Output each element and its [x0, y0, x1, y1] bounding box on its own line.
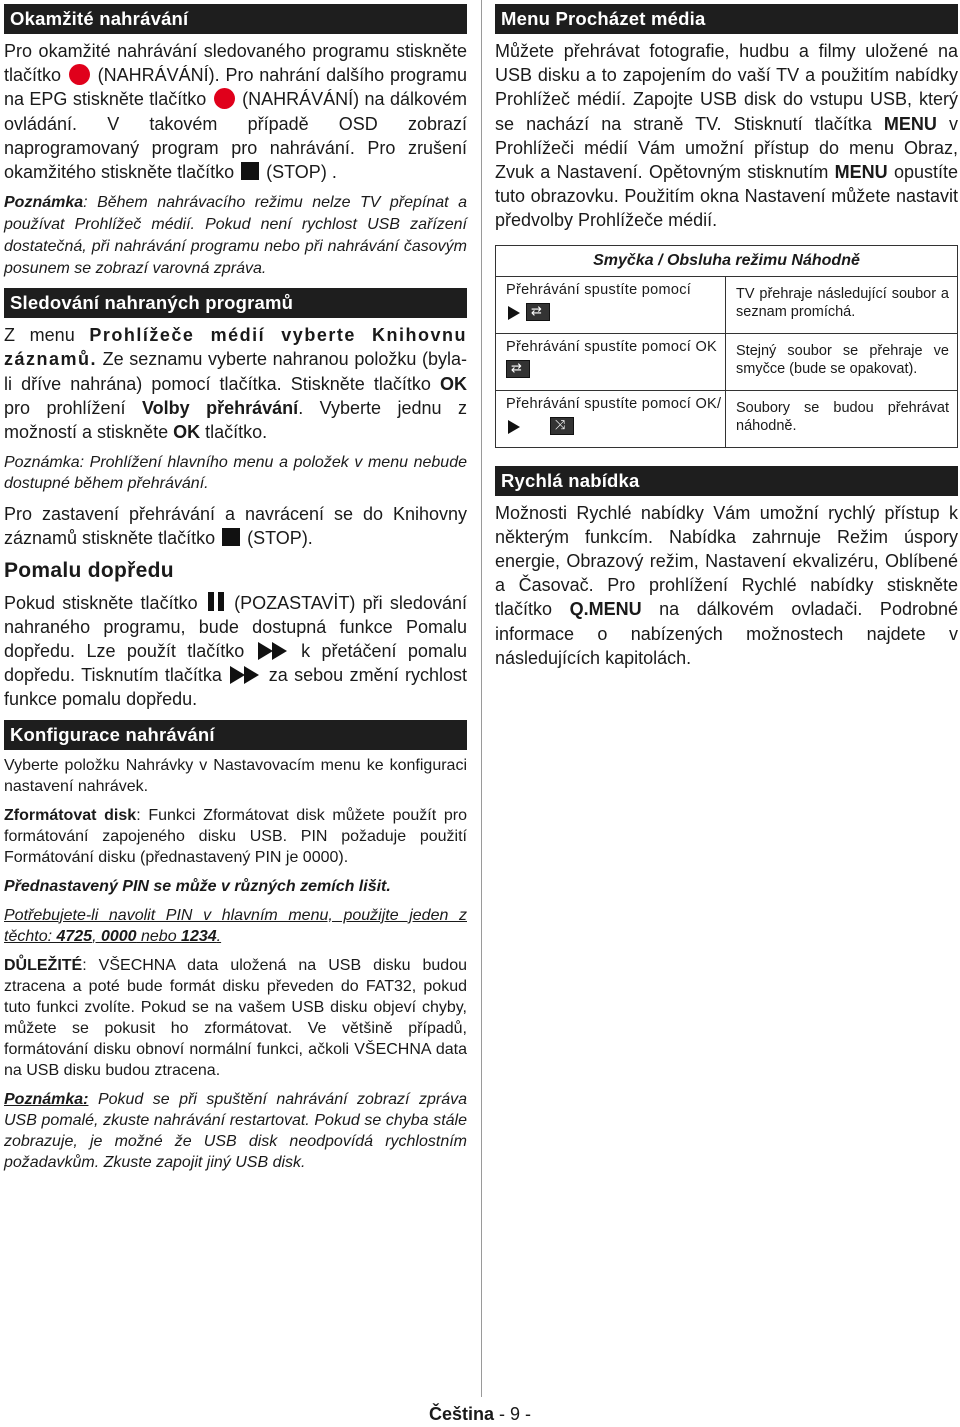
text-span: nebo: [136, 927, 182, 945]
pin-value: 4725: [56, 927, 93, 945]
section-title-media-browser: Menu Procházet média: [495, 4, 958, 34]
text-span: ,: [92, 927, 101, 945]
text-span: (POZASTAVİT) při sledování nahraného programu, bude dostupná funkce Pomalu dopředu. Lze použít tlačítko: [4, 592, 467, 662]
text-span: .: [216, 927, 222, 945]
text-span: : VŠECHNA data uložená na USB disku budou ztracena a poté bude formát disku převeden do FAT32, pokud tuto funkci zvolíte. Pokud se na vašem USB disku objeví chyby, můžete se pokusit ho zformátovat. Ve většině případů, formátování disku obnoví normální funkci, ačkoli VŠECHNA data na USB disku budou ztracena.: [4, 956, 467, 1079]
text-span: Možnosti Rychlé nabídky Vám umožní rychlý přístup k některým funkcím. Nabídka zahrnuje Režim úspory energie, Obrazový režim, Nastavení ekvalizéru, Oblíbené a Časovač. Pro prohlížení Rychlé nabídky stiskněte tlačítko: [495, 502, 958, 620]
text-span: (STOP).: [247, 528, 313, 549]
text-span: Z menu: [4, 325, 90, 346]
table-cell-desc: TV přehraje následující soubor a seznam promíchá.: [736, 285, 949, 320]
repeat-icon: [506, 360, 530, 378]
pin-value: 0000: [100, 927, 137, 945]
table-cell-action: [496, 391, 726, 447]
text-span: : Funkci Zformátovat disk můžete použít pro formátování zapojeného disku USB. PIN požaduje použití Formátování disku (přednastavený PIN je 0000).: [4, 806, 468, 866]
note-text: : Během nahrávacího režimu nelze TV přepínat a používat Prohlížeč médií. Pokud není rychlost USB zařízení dostatečná, při nahrávání programu nebo při nahrávání časovým posunem se zobrazí varovná zpráva.: [4, 194, 467, 278]
text-span: (STOP) .: [266, 162, 337, 183]
text-span: Prohlížeče médií vyberte Knihovnu záznamů.: [4, 325, 467, 370]
table-cell-action: [496, 277, 726, 333]
record-icon: [214, 88, 235, 109]
left-column: [4, 4, 467, 1181]
action-text: Přehrávání spustíte pomocí: [506, 281, 692, 298]
text-span: (NAHRÁVÁNÍ) na dálkovém ovládání. V takovém případě OSD zobrazí naprogramovaný program pro nahrávání. Pro zrušení okamžitého stiskněte tlačítko: [4, 89, 467, 183]
repeat-icon: [526, 303, 550, 321]
table-title: Smyčka / Obsluha režimu Náhodně: [496, 246, 957, 277]
note-label: Poznámka:: [4, 1090, 89, 1108]
text-span: Můžete přehrávat fotografie, hudbu a filmy uložené na USB disku a to zapojením do vaší TV a použitím nabídky Prohlížeč médií. Zapojte USB disk do vstupu USB, který se nachází na straně TV. Stisknutí tlačítka: [495, 41, 958, 134]
instant-recording-text: [4, 39, 467, 184]
text-span: Potřebujete-li navolit PIN v hlavním menu, použijte jeden z těchto:: [4, 906, 467, 945]
usb-slow-note: [4, 1089, 467, 1173]
note-label: Poznámka: [4, 194, 84, 212]
table-row: [496, 391, 957, 447]
text-span: opustíte tuto obrazovku. Použitím okna Nastavení můžete nastavit předvolby Prohlížeče médií.: [495, 162, 959, 231]
table-cell-desc: Stejný soubor se přehraje ve smyčce (bude se opakovat).: [736, 342, 949, 377]
stop-icon: [222, 528, 240, 546]
slow-forward-text: [4, 591, 467, 712]
table-row: [496, 277, 957, 334]
action-text: Přehrávání spustíte pomocí OK/: [506, 395, 722, 412]
text-span: za sebou změní rychlost funkce pomalu dopředu.: [4, 665, 467, 710]
text-span: na dálkovém ovladači. Podrobné informace o nabízených možnostech najdete v následujících kapitolách.: [495, 599, 958, 668]
text-span: pro prohlížení: [4, 397, 142, 418]
pin-options-text: [4, 905, 467, 947]
record-icon: [69, 64, 90, 85]
text-span: . Vyberte jednu z možností a stiskněte: [4, 397, 467, 443]
watch-recordings-note: Poznámka: Prohlížení hlavního menu a položek v menu nebude dostupné během přehrávání.: [4, 454, 467, 493]
section-title-quick-menu: Rychlá nabídka: [495, 466, 958, 496]
play-icon: [508, 420, 520, 434]
media-browser-text: [495, 39, 958, 233]
right-column: [495, 4, 958, 678]
text-span: Volby přehrávání: [142, 397, 299, 418]
text-span: v Prohlížeči médií Vám umožní přístup do menu Obraz, Zvuk a Nastavení. Opětovným stisknutím: [495, 113, 958, 183]
action-text: Přehrávání spustíte pomocí OK: [506, 338, 717, 355]
pause-icon: [207, 592, 225, 611]
instant-recording-note: [4, 192, 467, 280]
fast-forward-icon: [230, 666, 260, 684]
menu-key: MENU: [883, 113, 937, 134]
quick-menu-text: [495, 501, 958, 670]
ok-key: OK: [173, 422, 201, 443]
pin-country-note: Přednastavený PIN se může v různých zemích lišit.: [4, 877, 391, 895]
column-divider: [481, 0, 482, 1397]
section-title-instant-recording: Okamžité nahrávání: [4, 4, 467, 34]
important-label: DŮLEŽITÉ: [4, 956, 83, 974]
section-title-slow-forward: Pomalu dopředu: [4, 558, 174, 582]
qmenu-key: Q.MENU: [569, 599, 642, 620]
table-row: [496, 334, 957, 391]
play-icon: [508, 306, 520, 320]
stop-icon: [241, 162, 259, 180]
table-cell-action: [496, 334, 726, 390]
text-span: Pro zastavení přehrávání a navrácení se do Knihovny záznamů stiskněte tlačítko: [4, 504, 467, 549]
recording-config-intro: Vyberte položku Nahrávky v Nastavovacím menu ke konfiguraci nastavení nahrávek.: [4, 756, 467, 795]
format-disk-text: [4, 805, 467, 868]
text-span: k přetáčení pomalu dopředu. Tisknutím tlačítka: [4, 641, 467, 686]
shuffle-icon: [550, 417, 574, 435]
text-span: Pokud stiskněte tlačítko: [4, 592, 198, 613]
watch-recordings-text: [4, 323, 467, 444]
text-span: tlačítko.: [200, 422, 268, 443]
section-title-recording-config: Konfigurace nahrávání: [4, 720, 467, 750]
page-number: - 9 -: [499, 1404, 532, 1424]
text-span: Pro okamžité nahrávání sledovaného programu stiskněte tlačítko: [4, 41, 467, 86]
fast-forward-icon: [258, 642, 288, 660]
pin-value: 1234: [181, 927, 217, 945]
loop-shuffle-table: [495, 245, 958, 448]
section-title-watch-recordings: Sledování nahraných programů: [4, 288, 467, 318]
footer-language: Čeština: [428, 1404, 494, 1424]
text-span: Pokud se při spuštění nahrávání zobrazí zpráva USB pomalé, zkuste nahrávání restartovat. Pokud se chyba stále zobrazuje, je možné že USB disk neodpovídá rychlostním požadavkům. Zkuste zapojit jiný USB disk.: [4, 1090, 467, 1171]
table-cell-desc: Soubory se budou přehrávat náhodně.: [736, 399, 949, 434]
important-warning: [4, 955, 467, 1081]
ok-key: OK: [440, 373, 467, 394]
page-footer: [0, 1404, 960, 1425]
menu-key: MENU: [834, 162, 888, 183]
text-span: Ze seznamu vyberte nahranou položku (byla-li dříve nahrána) pomocí tlačítka. Stiskněte tlačítko: [4, 349, 467, 394]
format-disk-label: Zformátovat disk: [4, 806, 137, 824]
text-span: (NAHRÁVÁNÍ). Pro nahrání dalšího programu na EPG stiskněte tlačítko: [4, 65, 467, 110]
stop-playback-text: [4, 502, 467, 550]
